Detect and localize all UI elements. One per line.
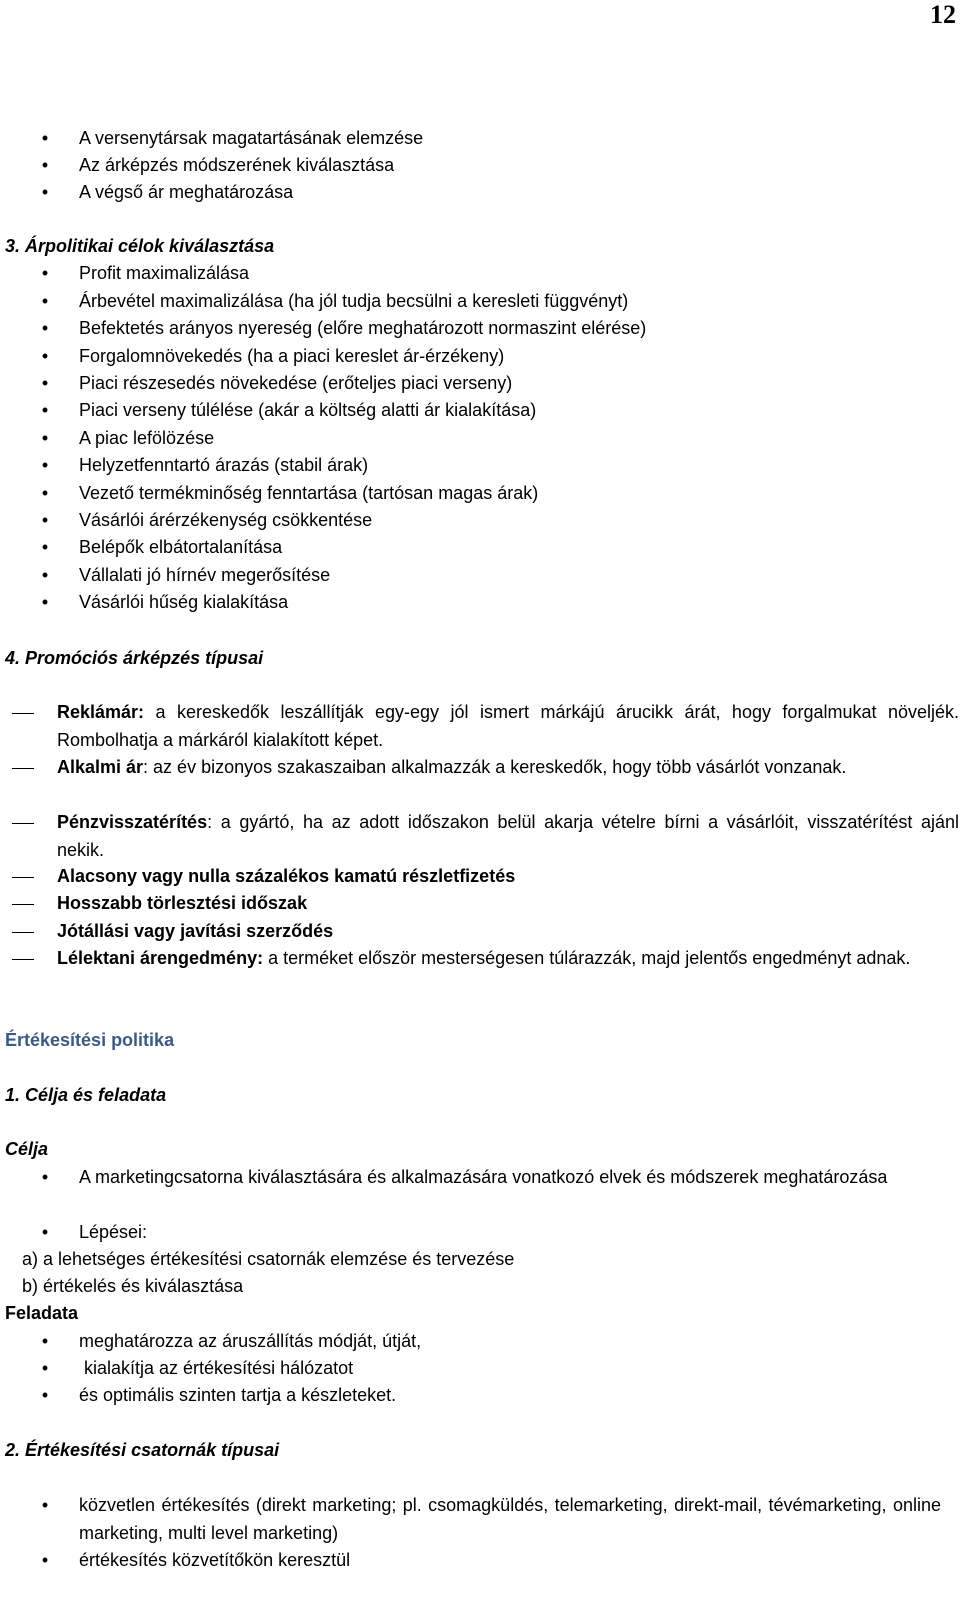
sub-heading: Feladata [5, 1303, 79, 1323]
dash-list-item: Pénzvisszatérítés: a gyártó, ha az adott időszakon belül akarja vételre bírni a vásárlóit, visszatérítést ajánl nekik. [12, 809, 959, 864]
bullet-icon: • [41, 373, 49, 393]
bullet-icon: • [41, 537, 49, 557]
dash-list-item: Alkalmi ár: az év bizonyos szakaszaiban alkalmazzák a kereskedők, hogy több vásárlót vonzanak. [12, 754, 959, 782]
bullet-icon: • [41, 400, 49, 420]
bullet-icon: • [41, 291, 49, 311]
bullet-icon: • [41, 1495, 49, 1515]
list-item-text: közvetlen értékesítés (direkt marketing; pl. csomagküldés, telemarketing, direkt-mail, tévémarketing, online marketing, multi level marketing) [79, 1495, 941, 1543]
bullet-icon: • [41, 263, 49, 283]
bullet-icon: • [41, 155, 49, 175]
bullet-icon: • [41, 1167, 49, 1187]
sub-heading: Célja [5, 1139, 49, 1159]
dash-icon [12, 959, 34, 960]
dash-icon [12, 768, 34, 769]
dash-list-item: Lélektani árengedmény: a terméket először mesterségesen túlárazzák, majd jelentős engedményt adnak. [12, 945, 959, 973]
dash-list-item: Hosszabb törlesztési időszak [12, 890, 959, 918]
bullet-icon: • [41, 510, 49, 530]
dash-icon [12, 823, 34, 824]
bullet-icon: • [41, 1385, 49, 1405]
bullet-icon: • [41, 1550, 49, 1570]
dash-icon [12, 713, 34, 714]
page-number: 12 [930, 0, 956, 29]
dash-icon [12, 904, 34, 905]
bullet-icon: • [41, 565, 49, 585]
section-heading: 3. Árpolitikai célok kiválasztása [5, 236, 275, 256]
dash-list-item: Jótállási vagy javítási szerződés [12, 918, 959, 946]
dash-list-item: Alacsony vagy nulla százalékos kamatú részletfizetés [12, 863, 959, 891]
section-heading: 2. Értékesítési csatornák típusai [5, 1440, 280, 1460]
step-item: a) a lehetséges értékesítési csatornák elemzése és tervezése [22, 1249, 515, 1269]
dash-icon [12, 932, 34, 933]
bullet-icon: • [41, 1222, 49, 1242]
bullet-icon: • [41, 483, 49, 503]
bullet-icon: • [41, 455, 49, 475]
dash-icon [12, 877, 34, 878]
step-item: b) értékelés és kiválasztása [22, 1276, 244, 1296]
bullet-icon: • [41, 346, 49, 366]
bullet-icon: • [41, 428, 49, 448]
bullet-icon: • [41, 318, 49, 338]
bullet-icon: • [41, 128, 49, 148]
bullet-icon: • [41, 1331, 49, 1351]
bullet-icon: • [41, 182, 49, 202]
bullet-icon: • [41, 592, 49, 612]
bullet-icon: • [41, 1358, 49, 1378]
list-item-text: A marketingcsatorna kiválasztására és alkalmazására vonatkozó elvek és módszerek meghatározása [79, 1167, 888, 1187]
dash-list-item: Reklámár: a kereskedők leszállítják egy-egy jól ismert márkájú árucikk árát, hogy forgalmukat növeljék. Rombolhatja a márkáról kialakított képet. [12, 699, 959, 754]
section-heading: 4. Promóciós árképzés típusai [5, 648, 264, 668]
chapter-title: Értékesítési politika [5, 1030, 175, 1050]
section-heading: 1. Célja és feladata [5, 1085, 167, 1105]
